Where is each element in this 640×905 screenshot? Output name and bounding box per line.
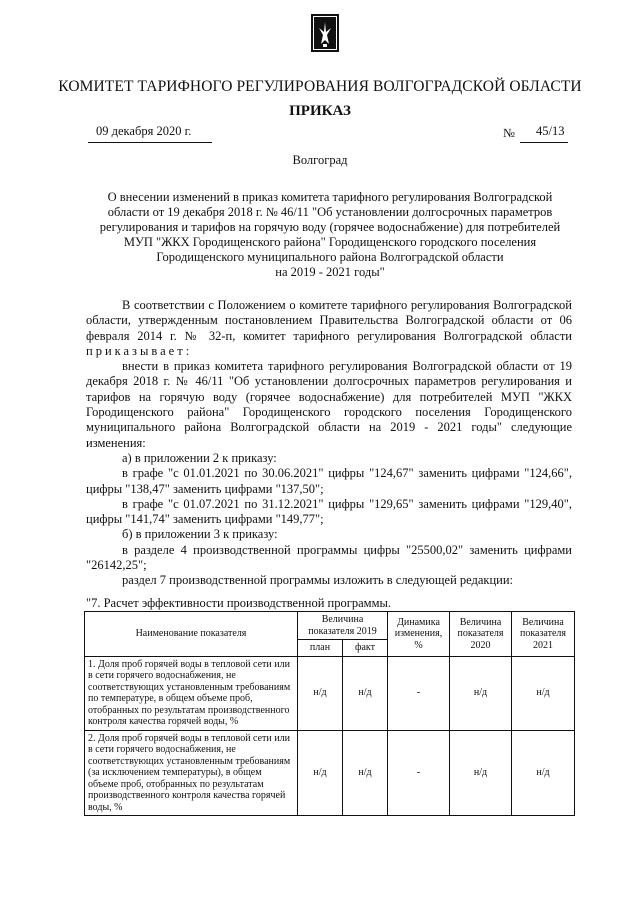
order-word: приказывает: xyxy=(86,343,193,358)
col-header-name: Наименование показателя xyxy=(85,612,298,657)
subject-line: Городищенского муниципального района Волгоградской области xyxy=(156,250,504,264)
col-header-fact: факт xyxy=(343,640,388,657)
volgograd-emblem-icon xyxy=(311,14,339,52)
body-paragraph: внести в приказ комитета тарифного регулирования Волгоградской области от 19 декабря 2018 г. № 46/11 "Об установлении долгосрочных параметров регулирования и тарифов на горячую воду (горячее водоснабжение) для потребителей МУП "ЖКХ Городищенского района" Городищенского городского поселения Городищенского муниципального района Волгоградской области на 2019 - 2021 годы" следующие изменения: xyxy=(86,359,572,450)
body-paragraph: раздел 7 производственной программы изложить в следующей редакции: xyxy=(122,573,514,588)
subject-line: МУП "ЖКХ Городищенского района" Городищенского городского поселения xyxy=(123,235,537,249)
city: Волгоград xyxy=(292,153,348,167)
subject-line: на 2019 - 2021 годы" xyxy=(275,265,385,279)
cell-plan: н/д xyxy=(298,730,343,816)
body-paragraph: а) в приложении 2 к приказу: xyxy=(122,450,277,465)
subject-line: регулирования и тарифов на горячую воду (горячее водоснабжение) для потребителей xyxy=(99,220,561,234)
cell-dynamics: - xyxy=(388,730,450,816)
table-row xyxy=(85,656,575,730)
section-title: "7. Расчет эффективности производственной программы. xyxy=(86,596,391,610)
number-label: № xyxy=(503,126,515,140)
row-indicator-name: 2. Доля проб горячей воды в тепловой сети или в сети горячего водоснабжения, не соответствующих установленным требованиям (за исключением температуры), в общем объеме проб, отобранных по результатам производственного контроля качества горячей воды, % xyxy=(85,730,298,816)
row-indicator-name: 1. Доля проб горячей воды в тепловой сети или в сети горячего водоснабжения, не соответствующих установленным требованиям по температуре, в общем объеме проб, отобранных по результатам производственного контроля качества горячей воды, % xyxy=(85,656,298,730)
body-paragraph: б) в приложении 3 к приказу: xyxy=(122,527,278,542)
body-paragraph: в графе "с 01.07.2021 по 31.12.2021" цифры "129,65" заменить цифрами "129,40", цифры "141,74" заменить цифрами "149,77"; xyxy=(86,496,572,527)
subject-line: области от 19 декабря 2018 г. № 46/11 "Об установлении долгосрочных параметров xyxy=(107,205,553,219)
table-header-row xyxy=(85,612,575,640)
cell-fact: н/д xyxy=(343,656,388,730)
cell-fact: н/д xyxy=(343,730,388,816)
col-header-value-2021: Величина показателя 2021 xyxy=(512,612,575,657)
cell-value-2020: н/д xyxy=(450,730,512,816)
cell-value-2021: н/д xyxy=(512,730,575,816)
organization-title: КОМИТЕТ ТАРИФНОГО РЕГУЛИРОВАНИЯ ВОЛГОГРАДСКОЙ ОБЛАСТИ xyxy=(58,78,582,95)
document-date: 09 декабря 2020 г. xyxy=(96,124,192,138)
col-header-plan: план xyxy=(298,640,343,657)
document-number: 45/13 xyxy=(536,124,565,138)
efficiency-table xyxy=(84,611,575,816)
body-paragraph: в разделе 4 производственной программы цифры "25500,02" заменить цифрами "26142,25"; xyxy=(86,542,572,573)
cell-dynamics: - xyxy=(388,656,450,730)
body-paragraph xyxy=(86,298,572,359)
number-underline xyxy=(520,142,568,143)
date-underline xyxy=(88,142,212,143)
col-header-dynamics: Динамика изменения, % xyxy=(388,612,450,657)
document-subject xyxy=(80,190,580,280)
preamble-text: В соответствии с Положением о комитете тарифного регулирования Волгоградской области, утвержденным постановлением Правительства Волгоградской области от 06 февраля 2014 г. № 32-п, комитет тарифного регулирования Волгоградской области xyxy=(86,298,572,343)
document-type: ПРИКАЗ xyxy=(289,103,351,119)
subject-line: О внесении изменений в приказ комитета тарифного регулирования Волгоградской xyxy=(107,190,553,204)
cell-value-2021: н/д xyxy=(512,656,575,730)
col-header-value-2020: Величина показателя 2020 xyxy=(450,612,512,657)
body-paragraph: в графе "с 01.01.2021 по 30.06.2021" цифры "124,67" заменить цифрами "124,66", цифры "138,47" заменить цифрами "137,50"; xyxy=(86,466,572,496)
cell-plan: н/д xyxy=(298,656,343,730)
document-body xyxy=(86,298,572,589)
cell-value-2020: н/д xyxy=(450,656,512,730)
table-row xyxy=(85,730,575,816)
col-header-value-2019: Величина показателя 2019 xyxy=(298,612,388,640)
